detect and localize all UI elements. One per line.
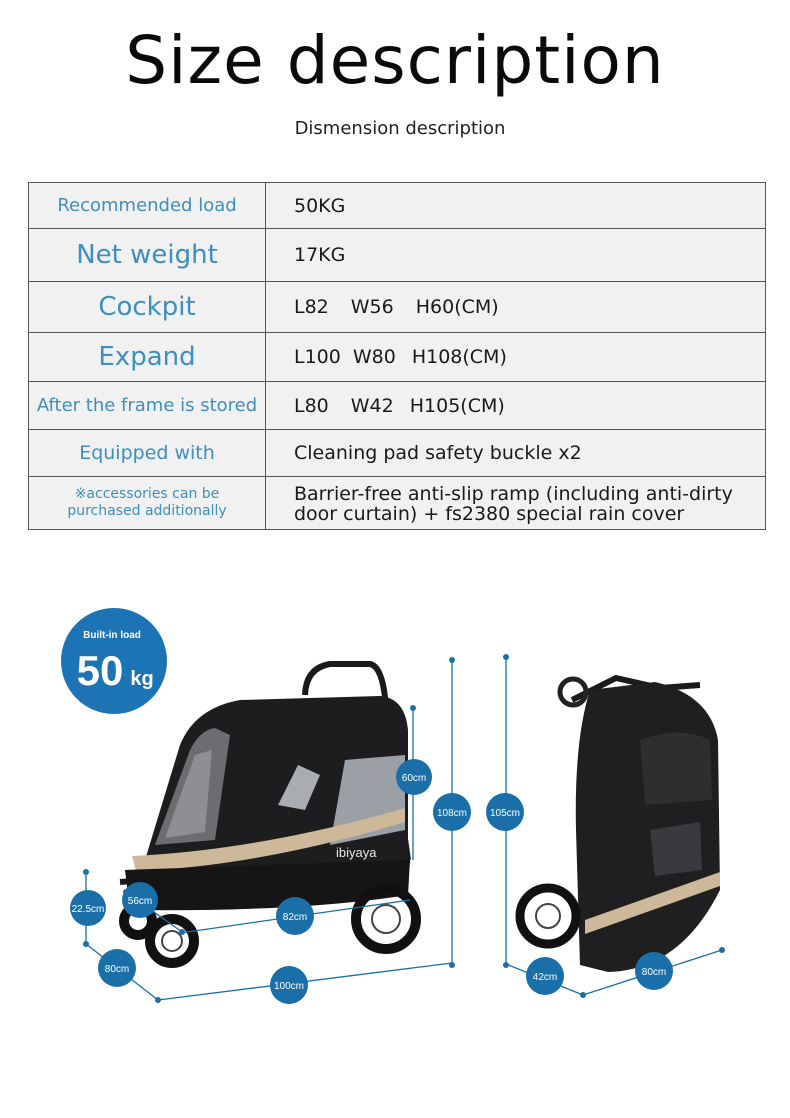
table-row (29, 183, 766, 229)
spec-value: Cleaning pad safety buckle x2 (266, 430, 766, 477)
folded-stroller (520, 678, 720, 972)
spec-label: ※accessories can be purchased additionally (29, 477, 266, 530)
dim-height-open (433, 793, 471, 831)
spec-height: H60(CM) (415, 296, 499, 318)
load-badge (61, 608, 167, 714)
spec-value (266, 282, 766, 333)
spec-value: 50KG (266, 183, 766, 229)
spec-length: L80 (294, 394, 329, 417)
svg-text:80cm: 80cm (104, 964, 130, 975)
spec-label: Cockpit (29, 282, 266, 333)
spec-label: After the frame is stored (29, 382, 266, 430)
spec-value: Barrier-free anti-slip ramp (including anti-dirty door curtain) + fs2380 special rain cover (266, 477, 766, 530)
table-row (29, 477, 766, 530)
page-subtitle: Dismension description (294, 118, 506, 139)
spec-value: 17KG (266, 229, 766, 282)
table-row (29, 229, 766, 282)
spec-height: H105(CM) (409, 394, 505, 417)
dim-width-folded (635, 952, 673, 990)
spec-label: Equipped with (29, 430, 266, 477)
svg-text:80cm: 80cm (641, 967, 667, 978)
spec-width: W42 (350, 394, 394, 417)
spec-value (266, 382, 766, 430)
badge-unit: kg (130, 668, 154, 690)
spec-length: L82 (294, 296, 329, 318)
spec-value (266, 333, 766, 382)
dim-width-open (98, 949, 136, 987)
svg-text:105cm: 105cm (489, 808, 521, 819)
table-row (29, 430, 766, 477)
svg-text:100cm: 100cm (273, 981, 305, 992)
dim-height-folded (486, 793, 524, 831)
spec-label: Recommended load (29, 183, 266, 229)
table-row (29, 282, 766, 333)
stroller-illustration (0, 560, 790, 1030)
page-title: Size description (125, 22, 665, 99)
spec-height: H108(CM) (411, 346, 507, 368)
open-stroller (120, 664, 416, 963)
dim-wheel-height (70, 890, 106, 926)
spec-width: W56 (350, 296, 394, 318)
dim-length-open (270, 966, 308, 1004)
spec-label: Expand (29, 333, 266, 382)
svg-text:108cm: 108cm (436, 808, 468, 819)
badge-number: 50 (76, 647, 124, 694)
svg-text:56cm: 56cm (127, 896, 153, 907)
spec-table (28, 182, 766, 530)
dim-width-inner (122, 882, 158, 918)
spec-length: L100 (294, 346, 341, 368)
dim-length-inner (276, 897, 314, 935)
svg-text:42cm: 42cm (532, 972, 558, 983)
dim-depth-folded (526, 957, 564, 995)
spec-label: Net weight (29, 229, 266, 282)
svg-text:60cm: 60cm (401, 773, 427, 784)
dim-height-top (396, 759, 432, 795)
svg-text:22.5cm: 22.5cm (71, 904, 105, 915)
svg-text:82cm: 82cm (282, 912, 308, 923)
table-row (29, 333, 766, 382)
brand-logo: ibiyaya (336, 845, 377, 860)
table-row (29, 382, 766, 430)
badge-label: Built-in load (83, 630, 141, 641)
spec-width: W80 (352, 346, 396, 368)
